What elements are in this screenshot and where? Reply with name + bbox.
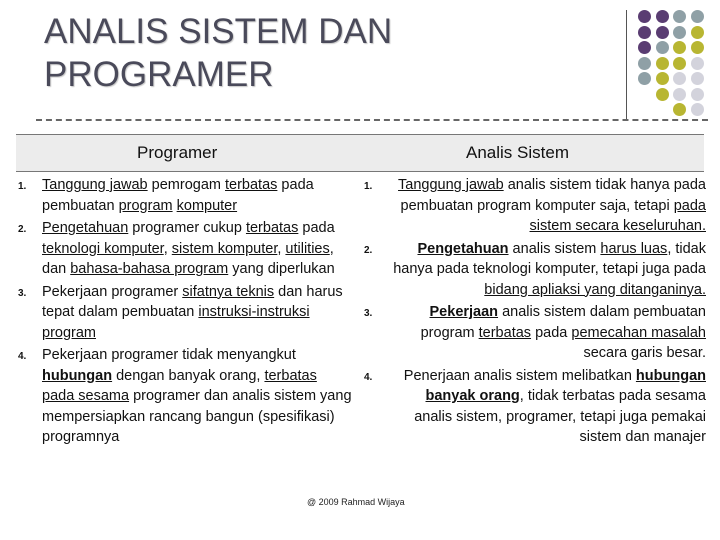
- text-segment: harus luas: [600, 240, 668, 257]
- list-number: 3.: [18, 287, 27, 299]
- list-item-text: [42, 345, 352, 448]
- text-segment: terbatas: [478, 324, 532, 341]
- decorative-dot: [673, 72, 686, 85]
- text-segment: Tanggung jawab: [42, 177, 148, 193]
- header-analis-sistem: Analis Sistem: [466, 143, 569, 162]
- text-segment: yang diperlukan: [228, 261, 335, 277]
- list-item: [18, 218, 352, 280]
- decorative-dot: [638, 72, 651, 85]
- text-segment: , dan: [42, 240, 334, 277]
- text-segment: pemrogam: [147, 177, 225, 193]
- text-segment: ,: [277, 240, 286, 257]
- decorative-dot: [691, 10, 704, 23]
- list-item-text: [388, 239, 706, 301]
- list-item: [18, 282, 352, 344]
- text-segment: bahasa-bahasa program: [70, 261, 229, 277]
- text-segment: utilities: [285, 240, 330, 257]
- text-segment: hubungan banyak orang: [425, 367, 706, 404]
- text-segment: komputer: [176, 197, 238, 214]
- text-segment: instruksi-instruksi program: [42, 304, 310, 341]
- text-segment: ,: [163, 240, 172, 257]
- text-segment: , tidak terbatas pada sesama analis sistem, programer, tetapi juga pemakai sistem dan manajer: [414, 388, 706, 445]
- list-item: [364, 302, 706, 364]
- text-segment: sifatnya teknis: [182, 283, 275, 300]
- decorative-dot-grid: [638, 10, 720, 118]
- text-segment: , tidak hanya pada teknologi komputer, tetapi juga pada: [393, 240, 706, 277]
- text-segment: terbatas: [245, 220, 299, 236]
- list-item-text: [388, 366, 706, 448]
- text-segment: Tanggung jawab: [398, 177, 504, 193]
- text-segment: analis sistem: [508, 240, 601, 257]
- decorative-dot: [638, 57, 651, 70]
- text-segment: programer cukup: [128, 220, 246, 236]
- vertical-divider: [626, 10, 627, 120]
- decorative-dot: [673, 41, 686, 54]
- slide-title: ANALIS SISTEM DAN PROGRAMER: [44, 12, 393, 94]
- decorative-dot: [656, 57, 669, 70]
- programer-list: [18, 175, 352, 450]
- decorative-dot: [673, 10, 686, 23]
- decorative-dot: [638, 26, 651, 39]
- list-item-text: [42, 175, 352, 216]
- decorative-dot: [656, 88, 669, 101]
- text-segment: Penerjaan analis sistem melibatkan: [403, 367, 636, 384]
- decorative-dot: [656, 26, 669, 39]
- list-item: [364, 239, 706, 301]
- text-segment: terbatas: [225, 177, 278, 193]
- decorative-dot: [673, 57, 686, 70]
- text-segment: pada: [531, 324, 572, 341]
- decorative-dot: [691, 57, 704, 70]
- list-item: [364, 366, 706, 448]
- decorative-dot: [691, 26, 704, 39]
- decorative-dot: [673, 103, 686, 116]
- text-segment: Pengetahuan: [42, 220, 129, 236]
- decorative-dot: [691, 103, 704, 116]
- decorative-dot: [638, 10, 651, 23]
- text-segment: program: [118, 197, 173, 214]
- list-item: [364, 175, 706, 237]
- list-item: [18, 345, 352, 448]
- text-segment: pada sistem secara keseluruhan.: [529, 197, 706, 234]
- list-item-text: [42, 282, 352, 344]
- list-item: [18, 175, 352, 216]
- decorative-dot: [691, 72, 704, 85]
- list-number: 4.: [364, 371, 373, 383]
- decorative-dot: [673, 26, 686, 39]
- decorative-dot: [691, 41, 704, 54]
- text-segment: Pekerjaan: [429, 304, 499, 320]
- text-segment: hubungan: [42, 367, 113, 384]
- text-segment: Pekerjaan programer: [42, 283, 183, 300]
- text-segment: secara garis besar.: [583, 345, 706, 361]
- list-number: 2.: [18, 224, 27, 235]
- analis-sistem-list: [364, 175, 706, 450]
- decorative-dot: [673, 88, 686, 101]
- text-segment: analis sistem tidak hanya pada pembuatan program komputer saja, tetapi: [400, 177, 706, 214]
- list-number: 1.: [18, 181, 27, 192]
- text-segment: pada: [298, 220, 335, 236]
- text-segment: analis sistem dalam pembuatan program: [420, 304, 706, 341]
- text-segment: Pengetahuan: [417, 240, 509, 257]
- table-header-bar: [16, 134, 704, 172]
- text-segment: bidang apliaksi yang ditanganinya.: [484, 281, 706, 298]
- list-item-text: [42, 218, 352, 280]
- text-segment: terbatas pada sesama: [42, 367, 317, 404]
- text-segment: Pekerjaan programer tidak menyangkut: [42, 347, 296, 363]
- text-segment: pemecahan masalah: [571, 324, 706, 341]
- list-item-text: [388, 175, 706, 237]
- decorative-dot: [656, 41, 669, 54]
- decorative-dot: [638, 41, 651, 54]
- credit-text: @ 2009 Rahmad Wijaya: [307, 497, 405, 507]
- title-underline: [36, 119, 708, 121]
- text-segment: sistem komputer: [171, 240, 278, 257]
- decorative-dot: [691, 88, 704, 101]
- list-number: 3.: [364, 308, 373, 319]
- header-programer: Programer: [137, 143, 218, 162]
- list-number: 4.: [18, 351, 27, 362]
- text-segment: dengan banyak orang,: [112, 367, 265, 384]
- list-number: 1.: [364, 181, 373, 192]
- list-item-text: [388, 302, 706, 364]
- text-segment: pada pembuatan: [42, 177, 314, 214]
- text-segment: dan harus tepat dalam pembuatan: [42, 283, 343, 320]
- list-number: 2.: [364, 244, 373, 256]
- text-segment: teknologi komputer: [42, 240, 164, 257]
- text-segment: programer dan analis sistem yang mempersiapkan rancang bangun (spesifikasi) programnya: [42, 388, 352, 445]
- decorative-dot: [656, 72, 669, 85]
- decorative-dot: [656, 10, 669, 23]
